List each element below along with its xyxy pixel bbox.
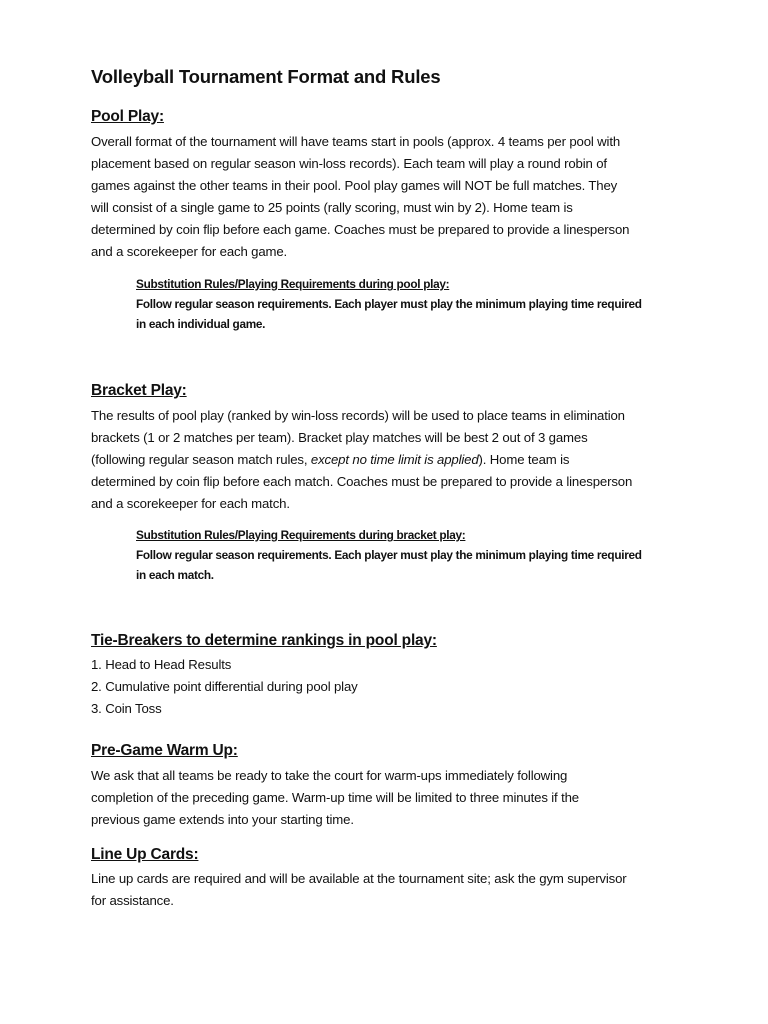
bracket-play-substitution-text: Follow regular season requirements. Each player must play the minimum playing time required — [136, 548, 642, 562]
bracket-play-line: The results of pool play (ranked by win-loss records) will be used to place teams in elimination — [91, 408, 625, 423]
bracket-play-line: determined by coin flip before each match. Coaches must be prepared to provide a linesperson — [91, 474, 633, 489]
tie-breakers-heading: Tie-Breakers to determine rankings in pool play: — [91, 632, 437, 649]
bracket-play-line-text: ). Home team is — [478, 452, 570, 467]
tie-breaker-item: 1. Head to Head Results — [91, 657, 232, 672]
pool-play-line: placement based on regular season win-loss records). Each team will play a round robin of — [91, 156, 607, 171]
tie-breaker-item: 3. Coin Toss — [91, 701, 162, 716]
line-up-cards-line: Line up cards are required and will be available at the tournament site; ask the gym supervisor — [91, 871, 627, 886]
line-up-cards-heading: Line Up Cards: — [91, 846, 199, 863]
document-title: Volleyball Tournament Format and Rules — [91, 66, 441, 87]
warm-up-line: previous game extends into your starting time. — [91, 812, 354, 827]
pool-play-heading: Pool Play: — [91, 108, 164, 125]
bracket-play-line: and a scorekeeper for each match. — [91, 496, 290, 511]
bracket-play-line — [91, 452, 569, 467]
pool-play-line: Overall format of the tournament will have teams start in pools (approx. 4 teams per pool with — [91, 134, 621, 149]
bracket-play-substitution-text: in each match. — [136, 568, 214, 582]
bracket-play-line-text: (following regular season match rules, — [91, 452, 311, 467]
pool-play-line: will consist of a single game to 25 points (rally scoring, must win by 2). Home team is — [91, 200, 573, 215]
no-time-limit-emphasis: except no time limit is applied — [310, 452, 479, 467]
pool-play-line: determined by coin flip before each game. Coaches must be prepared to provide a linesperson — [91, 222, 630, 237]
bracket-play-substitution-heading: Substitution Rules/Playing Requirements during bracket play: — [136, 528, 466, 542]
bracket-play-heading: Bracket Play: — [91, 382, 187, 399]
tie-breaker-item: 2. Cumulative point differential during pool play — [91, 679, 358, 694]
bracket-play-line: brackets (1 or 2 matches per team). Bracket play matches will be best 2 out of 3 games — [91, 430, 588, 445]
pool-play-line: games against the other teams in their pool. Pool play games will NOT be full matches. They — [91, 178, 618, 193]
warm-up-heading: Pre-Game Warm Up: — [91, 742, 238, 759]
pool-play-substitution-text: in each individual game. — [136, 317, 266, 331]
warm-up-line: We ask that all teams be ready to take the court for warm-ups immediately following — [91, 768, 568, 783]
pool-play-substitution-text: Follow regular season requirements. Each player must play the minimum playing time required — [136, 297, 642, 311]
warm-up-line: completion of the preceding game. Warm-up time will be limited to three minutes if the — [91, 790, 579, 805]
pool-play-line: and a scorekeeper for each game. — [91, 244, 288, 259]
line-up-cards-line: for assistance. — [91, 893, 174, 908]
pool-play-substitution-heading: Substitution Rules/Playing Requirements during pool play: — [136, 277, 450, 291]
